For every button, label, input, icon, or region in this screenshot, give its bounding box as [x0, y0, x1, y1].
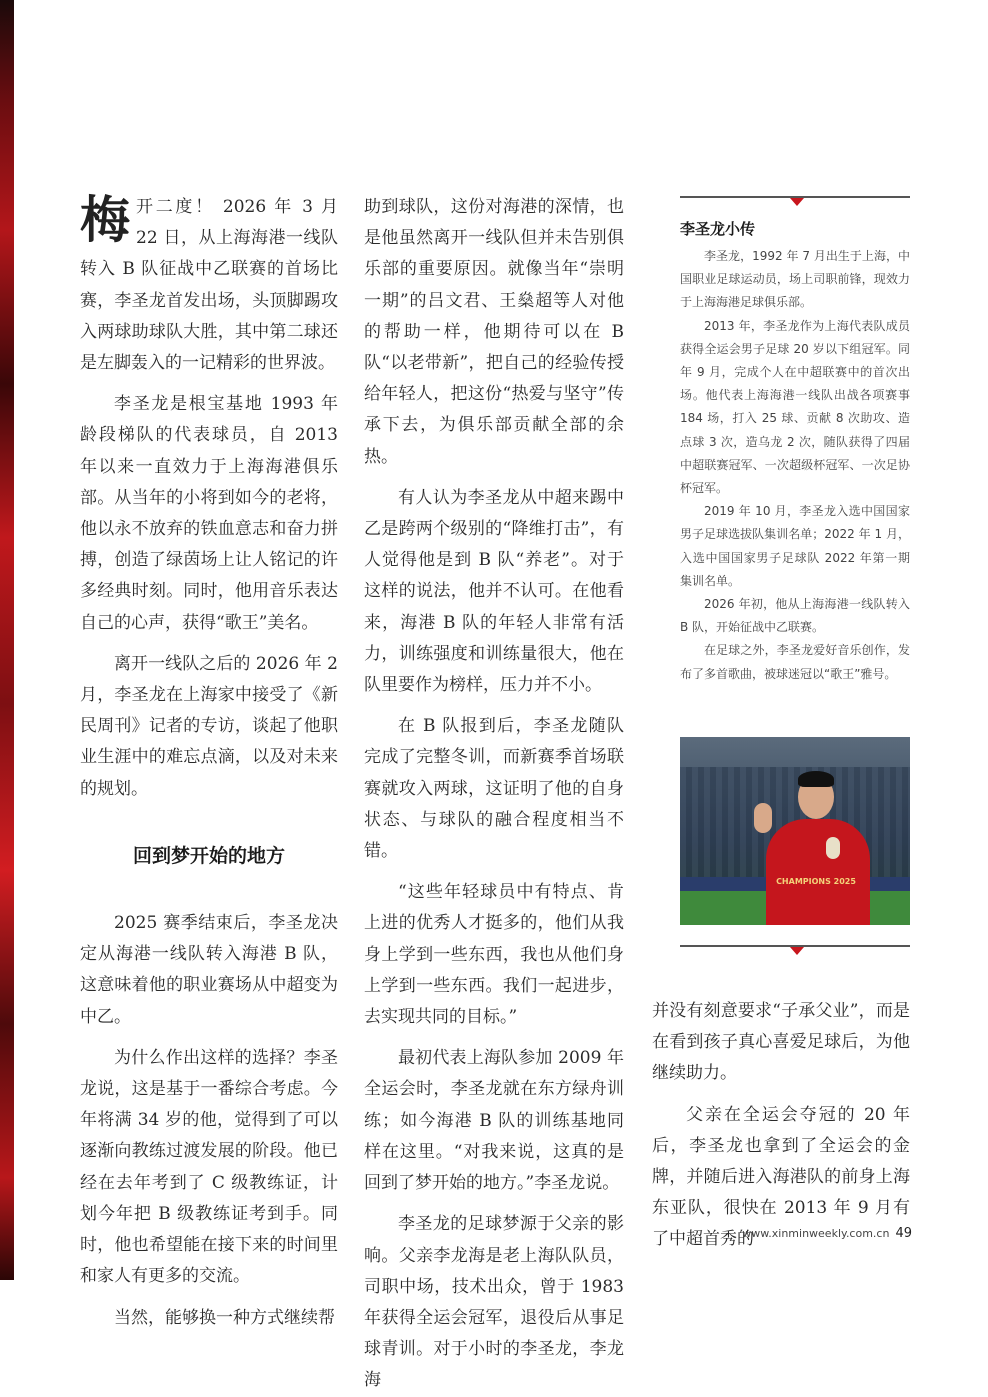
quote-paragraph: “这些年轻球员中有特点、肯上进的优秀人才挺多的，他们从我身上学到一些东西，我也从他们身上学到一些东西。我们一起进步，去实现共同的目标。” — [364, 882, 624, 1028]
body-paragraph: 离开一线队之后的 2026 年 2 月，李圣龙在上海家中接受了《新民周刊》记者的专访，谈起了他职业生涯中的难忘点滴，以及对未来的规划。 — [80, 653, 338, 799]
body-paragraph: 助到球队，这份对海港的深情，也是他虽然离开一线队但并未告别俱乐部的重要原因。就像当年“崇明一期”的吕文君、王燊超等人对他的帮助一样，他期待可以在 B 队“以老带新”，把自己的经验传授给年轻人，把这份“热爱与坚守”传承下去，为俱乐部贡献全部的余热。 — [364, 197, 624, 467]
body-paragraph: 并没有刻意要求“子承父业”，而是在看到孩子真心喜爱足球后，为他继续助力。 — [652, 1001, 910, 1084]
sidebar-title: 李圣龙小传 — [680, 220, 756, 238]
body-paragraph: 李圣龙是根宝基地 1993 年龄段梯队的代表球员，自 2013 年以来一直效力于上海海港俱乐部。从当年的小将到如今的老将，他以永不放弃的铁血意志和奋力拼搏，创造了绿茵场上让人铭记的许多经典时刻。同时，他用音乐表达自己的心声，获得“歌王”美名。 — [80, 394, 338, 633]
opening-paragraph — [80, 192, 338, 379]
column-2 — [364, 192, 624, 1397]
player-hair — [798, 771, 834, 787]
body-paragraph: 为什么作出这样的选择？李圣龙说，这是基于一番综合考虑。今年将满 34 岁的他，觉得到了可以逐渐向教练过渡发展的阶段。他已经在去年考到了 C 级教练证，计划今年把 B 级教练证考到手。同时，他也希望能在接下来的时间里和家人有更多的交流。 — [80, 1047, 338, 1287]
triangle-marker-icon — [790, 947, 804, 955]
column-1 — [80, 192, 338, 1334]
medal-icon — [826, 837, 840, 859]
page-number: 49 — [895, 1226, 912, 1241]
sidebar-body — [680, 245, 910, 686]
sidebar-top-rule — [680, 196, 910, 198]
body-paragraph: 李圣龙的足球梦源于父亲的影响。父亲李龙海是老上海队队员，司职中场，技术出众，曾于 1983 年获得全运会冠军，退役后从事足球青训。对于小时的李圣龙，李龙海 — [364, 1214, 624, 1391]
triangle-marker-icon — [790, 198, 804, 206]
player-photo — [680, 737, 910, 925]
bio-sidebar — [680, 196, 910, 686]
body-paragraph: 当然，能够换一种方式继续帮 — [114, 1307, 335, 1328]
body-paragraph: 有人认为李圣龙从中超来踢中乙是跨两个级别的“降维打击”，有人觉得他是到 B 队“养老”。对于这样的说法，他并不认可。在他看来，海港 B 队的年轻人非常有活力，训练强度和训练量很大，他在队里要作为榜样，压力并不小。 — [364, 487, 624, 696]
section-heading: 回到梦开始的地方 — [132, 844, 285, 867]
body-paragraph: 最初代表上海队参加 2009 年全运会时，李圣龙就在东方绿舟训练；如今海港 B 队的训练基地同样在这里。“对我来说，这真的是回到了梦开始的地方。”李圣龙说。 — [364, 1048, 624, 1194]
edge-photo-strip — [0, 0, 14, 1280]
body-paragraph: 父亲在全运会夺冠的 20 年后，李圣龙也拿到了全运会的金牌，并随后进入海港队的前身上海东亚队，很快在 2013 年 9 月有了中超首秀的 — [652, 1104, 910, 1250]
sidebar-paragraph: 在足球之外，李圣龙爱好音乐创作，发布了多首歌曲，被球迷冠以“歌王”雅号。 — [680, 643, 910, 681]
sidebar-paragraph: 2013 年，李圣龙作为上海代表队成员获得全运会男子足球 20 岁以下组冠军。同年 9 月，完成个人在中超联赛中的首次出场。他代表上海海港一线队出战各项赛事 184 场，打入 25 球、贡献 8 次助攻、造点球 3 次，造乌龙 2 次，随队获得了四届中超联赛冠军、一次超级杯冠军、一次足协杯冠军。 — [680, 318, 910, 496]
body-paragraph: 2025 赛季结束后，李圣龙决定从海港一线队转入海港 B 队，这意味着他的职业赛场从中超变为中乙。 — [80, 913, 338, 1027]
sidebar-bottom-rule — [680, 945, 910, 947]
sidebar-paragraph: 2019 年 10 月，李圣龙入选中国国家男子足球选拔队集训名单；2022 年 1 月，入选中国国家男子足球队 2022 年第一期集训名单。 — [680, 504, 910, 588]
drop-cap: 梅 — [80, 191, 130, 249]
sidebar-paragraph: 李圣龙，1992 年 7 月出生于上海，中国职业足球运动员，场上司职前锋，现效力于上海海港足球俱乐部。 — [680, 249, 910, 310]
player-shirt — [766, 819, 870, 925]
column-4 — [652, 996, 910, 1256]
opening-text: 开二度！ 2026 年 3 月 22 日，从上海海港一线队转入 B 队征战中乙联赛的首场比赛，李圣龙首发出场，头顶脚踢攻入两球助球队大胜，其中第二球还是左脚轰入的一记精彩的世界波。 — [80, 197, 338, 374]
page-footer — [742, 1226, 912, 1241]
raised-hand — [754, 803, 772, 833]
footer-url[interactable]: www.xinminweekly.com.cn — [742, 1227, 890, 1240]
sidebar-paragraph: 2026 年初，他从上海海港一线队转入 B 队，开始征战中乙联赛。 — [680, 597, 910, 635]
body-paragraph: 在 B 队报到后，李圣龙随队完成了完整冬训，而新赛季首场联赛就攻入两球，这证明了他的自身状态、与球队的融合程度相当不错。 — [364, 716, 624, 862]
shirt-text: CHAMPIONS 2025 — [776, 877, 856, 886]
